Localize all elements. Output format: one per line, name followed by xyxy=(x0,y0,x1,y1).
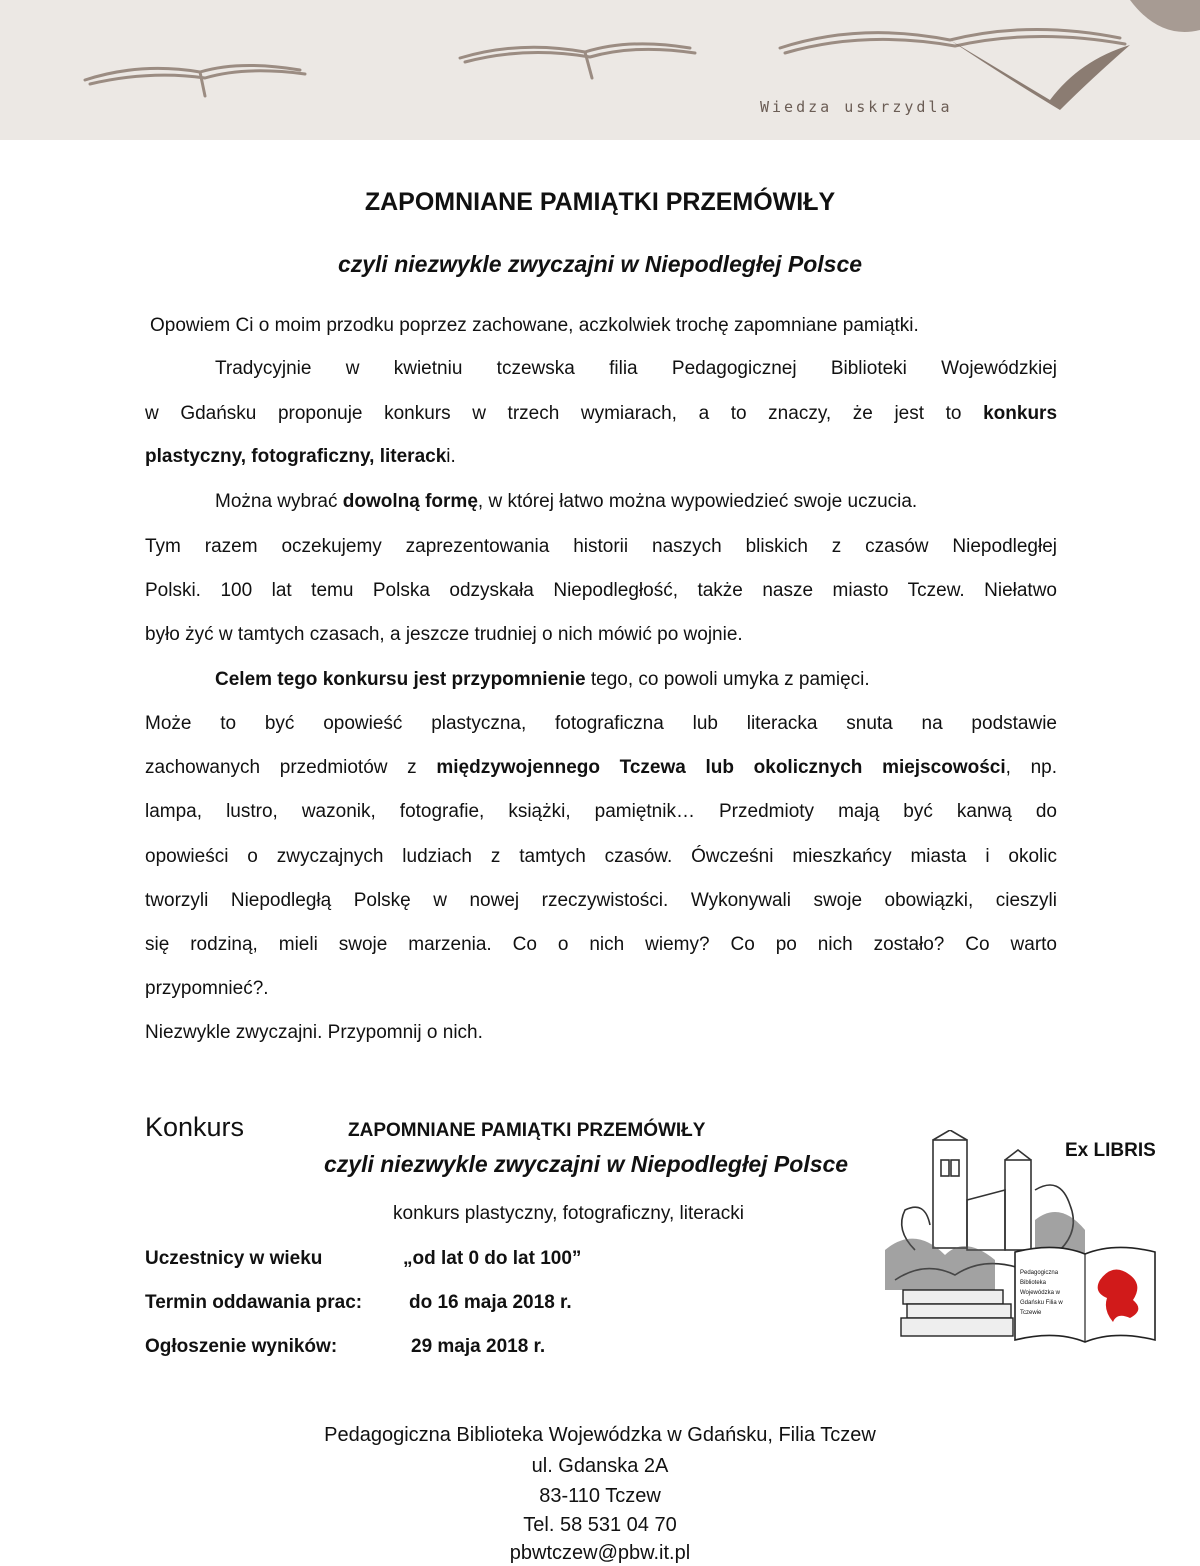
para3-line1 xyxy=(215,669,1057,699)
footer-street: ul. Gdanska 2A xyxy=(531,1455,669,1477)
deadline-value: do 16 maja 2018 r. xyxy=(409,1292,572,1313)
para3-line8: przypomnieć?. xyxy=(145,978,269,999)
text-span: , w której łatwo można wypowiedzieć swoje uczucia. xyxy=(477,491,918,512)
para2-line2: Tym razem oczekujemy zaprezentowania historii naszych bliskich z czasów Niepodległej xyxy=(145,536,1057,557)
text-span: Można wybrać xyxy=(215,491,338,512)
text-span: tego, co powoli umyka z pamięci. xyxy=(590,669,870,690)
para2-line4: było żyć w tamtych czasach, a jeszcze trudniej o nich mówić po wojnie. xyxy=(145,624,743,645)
results-value: 29 maja 2018 r. xyxy=(411,1336,546,1357)
contest-label: Konkurs xyxy=(145,1112,245,1142)
para3-line7: się rodziną, mieli swoje marzenia. Co o nich wiemy? Co po nich zostało? Co warto xyxy=(145,934,1057,955)
exlibris-label: Ex LIBRIS xyxy=(1065,1140,1156,1161)
bold-span: plastyczny, fotograficzny, literack xyxy=(145,446,447,467)
tagline: Wiedza uskrzydla xyxy=(760,98,953,116)
text-span: zachowanych przedmiotów z xyxy=(145,757,417,778)
text-span: w Gdańsku proponuje konkurs w trzech wymiarach, a to znaczy, że jest to xyxy=(145,403,962,424)
flying-books-graphic xyxy=(0,0,1200,140)
para2-line3: Polski. 100 lat temu Polska odzyskała Niepodległość, także nasze miasto Tczew. Niełatwo xyxy=(145,580,1057,601)
para1-line2 xyxy=(145,403,1057,433)
bold-span: dowolną formę xyxy=(342,491,478,512)
para1-line3 xyxy=(145,446,1057,476)
para3-line2: Może to być opowieść plastyczna, fotograficzna lub literacka snuta na podstawie xyxy=(145,713,1057,734)
footer-city: 83-110 Tczew xyxy=(539,1485,661,1507)
footer-email[interactable]: pbwtczew@pbw.it.pl xyxy=(509,1542,691,1564)
text-span: , np. xyxy=(1005,757,1057,778)
participants-value: „od lat 0 do lat 100” xyxy=(403,1248,582,1269)
exlibris-book-text: Pedagogiczna Biblioteka Wojewódzka w Gdańsku Filia w Tczewie xyxy=(1020,1270,1063,1316)
para2-line1 xyxy=(215,491,1057,521)
contest-types: konkurs plastyczny, fotograficzny, literacki xyxy=(393,1203,744,1224)
footer-phone: Tel. 58 531 04 70 xyxy=(523,1514,677,1536)
page-subtitle: czyli niezwykle zwyczajni w Niepodległej Polsce xyxy=(337,251,863,277)
para3-line9: Niezwykle zwyczajni. Przypomnij o nich. xyxy=(145,1022,483,1043)
para3-line5: opowieści o zwyczajnych ludziach z tamtych czasów. Ówcześni mieszkańcy miasta i okolic xyxy=(145,846,1057,867)
header-banner xyxy=(0,0,1200,140)
para1-line1: Tradycyjnie w kwietniu tczewska filia Pedagogicznej Biblioteki Wojewódzkiej xyxy=(215,358,1057,379)
page-title: ZAPOMNIANE PAMIĄTKI PRZEMÓWIŁY xyxy=(364,188,836,216)
para3-line4: lampa, lustro, wazonik, fotografie, książki, pamiętnik… Przedmioty mają być kanwą do xyxy=(145,801,1057,822)
footer-org: Pedagogiczna Biblioteka Wojewódzka w Gdańsku, Filia Tczew xyxy=(324,1424,876,1446)
contest-subtitle: czyli niezwykle zwyczajni w Niepodległej Polsce xyxy=(324,1151,849,1177)
bold-span: międzywojennego Tczewa lub okolicznych miejscowości xyxy=(436,757,1006,778)
deadline-label: Termin oddawania prac: xyxy=(145,1292,363,1313)
text-span: i. xyxy=(446,446,456,467)
para3-line6: tworzyli Niepodległą Polskę w nowej rzeczywistości. Wykonywali swoje obowiązki, cieszyli xyxy=(145,890,1057,911)
para3-line3 xyxy=(145,757,1057,787)
contest-title: ZAPOMNIANE PAMIĄTKI PRZEMÓWIŁY xyxy=(348,1120,706,1141)
results-label: Ogłoszenie wyników: xyxy=(145,1336,338,1357)
bold-span: konkurs xyxy=(983,403,1058,424)
intro-line: Opowiem Ci o moim przodku poprzez zachowane, aczkolwiek trochę zapomniane pamiątki. xyxy=(150,315,919,336)
participants-label: Uczestnicy w wieku xyxy=(145,1248,323,1269)
bold-span: Celem tego konkursu jest przypomnienie xyxy=(215,669,586,690)
exlibris-image xyxy=(885,1130,1160,1355)
